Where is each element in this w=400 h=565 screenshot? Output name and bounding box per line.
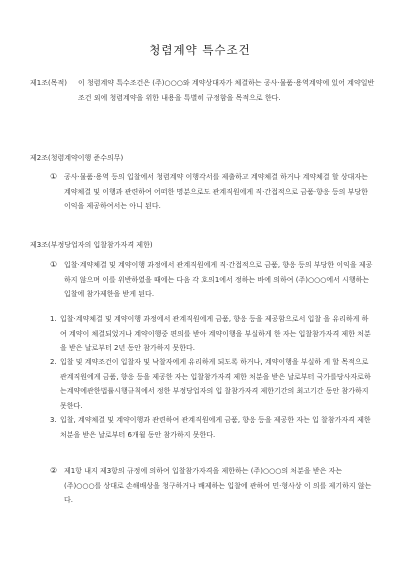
article3-item2-text: 입찰 및 계약조건이 입찰자 및 낙찰자에게 유리하게 되도록 하거나, 계약이행을 부실하 게 할 목적으로 관계직원에게 금품, 향응 등을 제공한 자는 입찰참가자격 제한 처분을 받은 날로부터 국가를당사자로하는계약에관한법률시행규칙에서 정한 부정당업자의 입 찰참가자격 제한기간의 최고기간 동안 참가하지 못한다. [60,358,371,410]
article1-label: 제1조(목적) [30,79,67,87]
article2-text: 공사·물품·용역 등의 입찰에서 청렴계약 이행각서를 제출하고 계약체결 하거나 계약체결 할 상대자는 계약체결 및 이행과 관련하여 어떠한 명분으로도 관계직원에게 직·간접적으로 금품·향응 등의 부당한 이익을 제공하여서는 아니 된다. [64,173,368,210]
article3-item1-number: 1. [50,315,57,323]
article3-item3-number: 3. [50,416,57,424]
page-title: 청렴계약 특수조건 [149,43,251,57]
article2-marker: ① [50,172,58,181]
article3-item3-text: 입찰, 계약체결 및 계약이행과 관련하여 관계직원에게 금품, 향응 등을 제공한 자는 입 찰참가자격 제한 처분을 받은 날로부터 6개월 동안 참가하지 못한다. [60,416,371,439]
article3-para2-text: 제1항 내지 제3항의 규정에 의하여 입찰참가자격을 제한하는 (주)○○○의 처분을 받은 자는 (주)○○○를 상대로 손해배상을 청구하거나 배제하는 입찰에 관하여 민·형사상 이 의를 제기하지 않는다. [64,467,372,504]
article3-para2-marker: ② [50,466,58,475]
article3-item1-text: 입찰·계약체결 및 계약이행 과정에서 관계직원에게 금품, 향응 등을 제공함으로서 입찰 을 유리하게 하여 계약이 체결되었거나 계약이행중 편의를 받아 계약이행을 부실하게 한 자는 입찰참가자격 제한 처분을 받은 날로부터 2년 동안 참가하지 못한다. [60,315,371,352]
article1-text: 이 청렴계약 특수조건은 (주)○○○와 계약상대자가 체결하는 공사·물품·용역계약에 있어 계약일반조건 외에 청렴계약을 위한 내용을 특별히 규정함을 목적으로 한다. [78,79,375,102]
article3-para1-marker: ① [50,260,58,269]
article2-heading: 제2조(청렴계약이행 준수의무) [30,154,124,162]
article3-item2-number: 2. [50,358,57,366]
article3-heading: 제3조(부정당업자의 입찰참가자격 제한) [30,241,153,249]
article3-para1-text: 입찰·계약체결 및 계약이행 과정에서 관계직원에게 직·간접적으로 금품, 향응 등의 부당한 이익을 제공하지 않으며 이를 위반하였을 때에는 다음 각 호의1에서 정하는 바에 의하여 (주)○○○에서 시행하는 입찰에 참가제한을 받게 된다. [64,261,373,298]
